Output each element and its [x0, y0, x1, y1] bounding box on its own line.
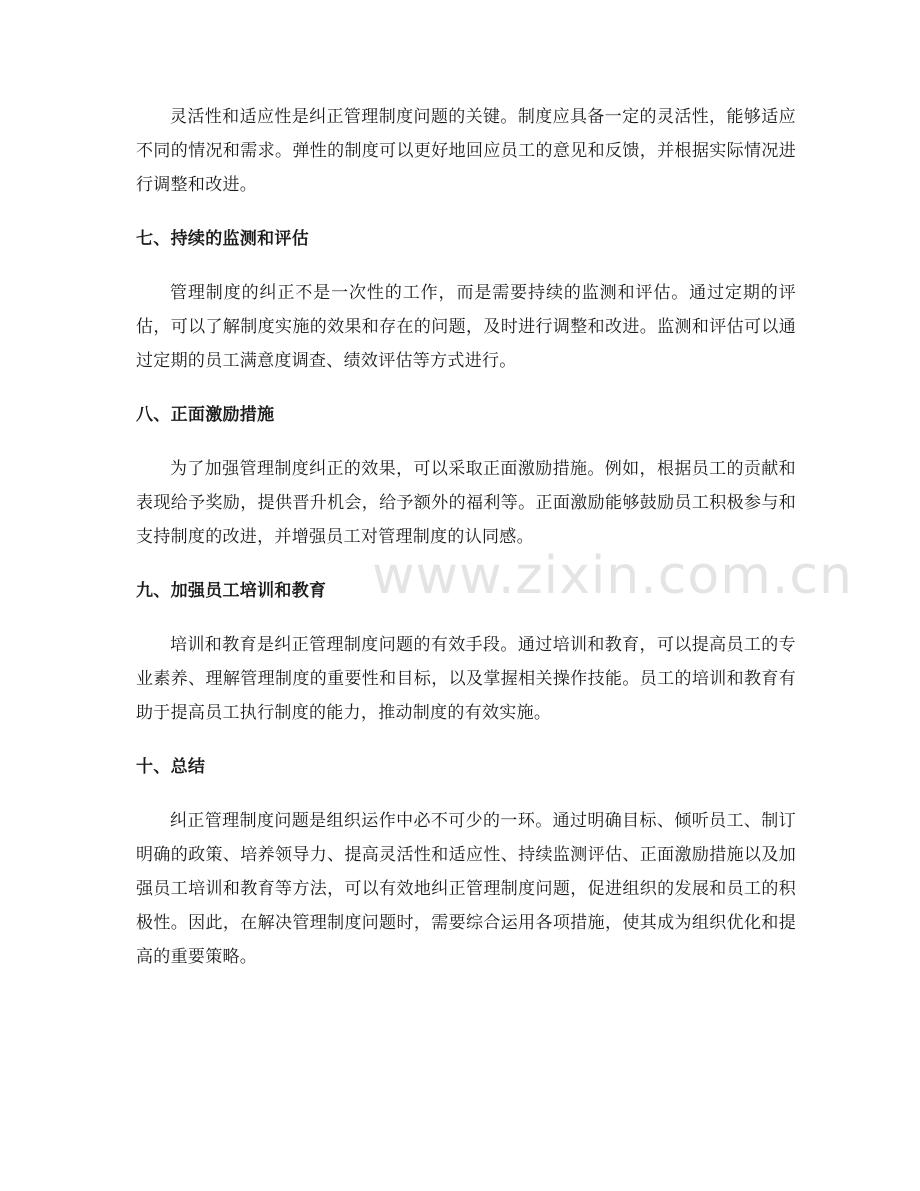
heading-employee-training: 九、加强员工培训和教育: [136, 581, 327, 601]
heading-monitoring-evaluation: 七、持续的监测和评估: [136, 229, 309, 249]
heading-positive-incentives: 八、正面激励措施: [136, 405, 275, 425]
paragraph-summary: 纠正管理制度问题是组织运作中必不可少的一环。通过明确目标、倾听员工、制订明确的政策、培养领导力、提高灵活性和适应性、持续监测评估、正面激励措施以及加强员工培训和教育等方法，可以有效地纠正管理制度问题，促进组织的发展和员工的积极性。因此，在解决管理制度问题时，需要综合运用各项措施，使其成为组织优化和提高的重要策略。: [136, 811, 796, 967]
paragraph-flexibility: 灵活性和适应性是纠正管理制度问题的关键。制度应具备一定的灵活性，能够适应不同的情况和需求。弹性的制度可以更好地回应员工的意见和反馈，并根据实际情况进行调整和改进。: [136, 107, 796, 195]
watermark: www.zixin.com.cn: [372, 546, 853, 606]
paragraph-positive-incentives: 为了加强管理制度纠正的效果，可以采取正面激励措施。例如，根据员工的贡献和表现给予奖励，提供晋升机会，给予额外的福利等。正面激励能够鼓励员工积极参与和支持制度的改进，并增强员工对管理制度的认同感。: [136, 459, 796, 547]
paragraph-employee-training: 培训和教育是纠正管理制度问题的有效手段。通过培训和教育，可以提高员工的专业素养、理解管理制度的重要性和目标，以及掌握相关操作技能。员工的培训和教育有助于提高员工执行制度的能力，推动制度的有效实施。: [136, 635, 796, 723]
heading-summary: 十、总结: [136, 757, 206, 777]
document-body: [136, 100, 796, 974]
paragraph-monitoring-evaluation: 管理制度的纠正不是一次性的工作，而是需要持续的监测和评估。通过定期的评估，可以了解制度实施的效果和存在的问题，及时进行调整和改进。监测和评估可以通过定期的员工满意度调查、绩效评估等方式进行。: [136, 283, 796, 371]
